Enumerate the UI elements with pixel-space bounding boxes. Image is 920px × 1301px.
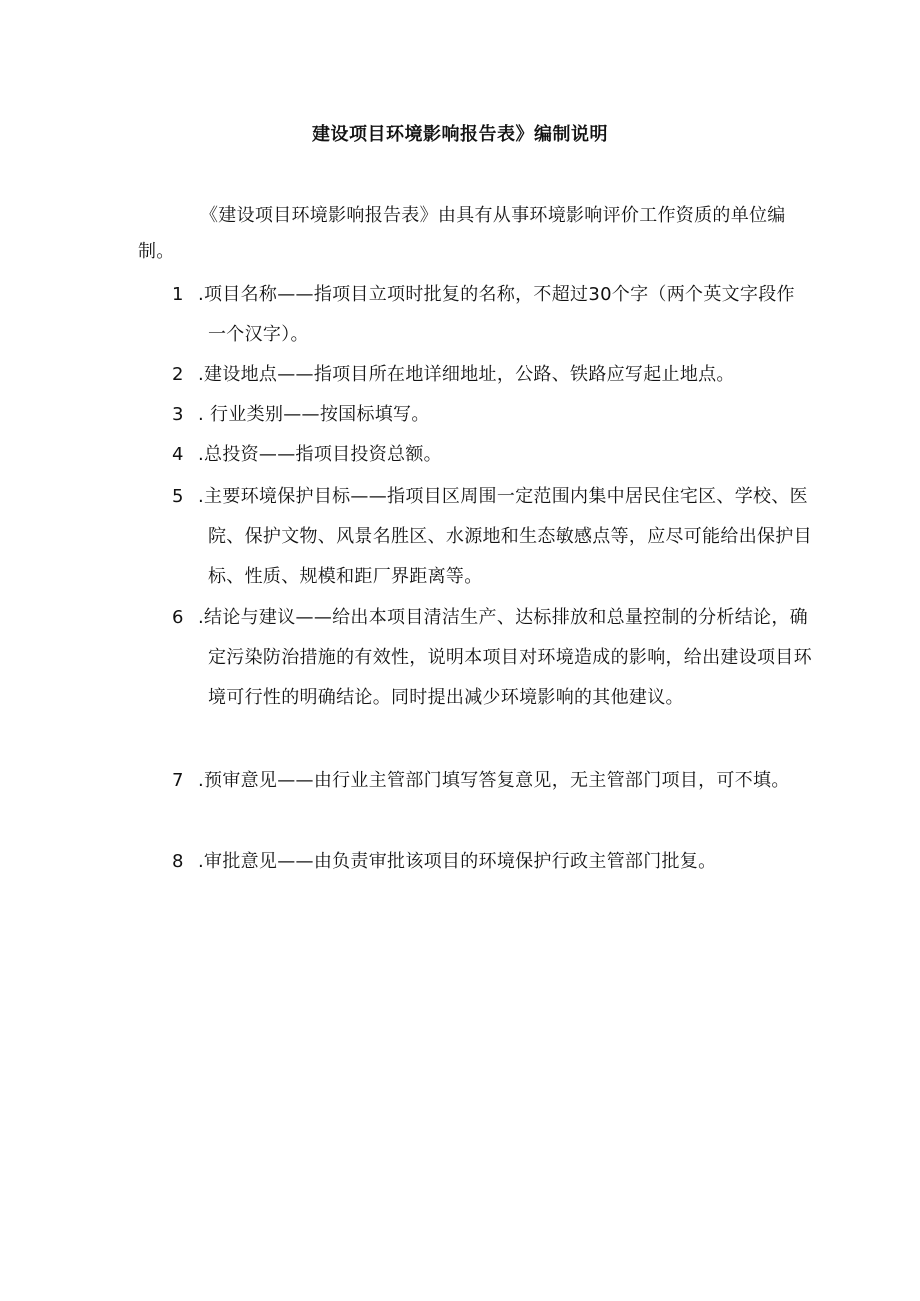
- list-item: [172, 842, 812, 882]
- item-number: 7: [172, 770, 184, 791]
- intro-paragraph: 《建设项目环境影响报告表》由具有从事环境影响评价工作资质的单位编制。: [138, 205, 786, 262]
- list-item: [172, 395, 812, 435]
- list-item: [172, 275, 812, 355]
- document-title: 建设项目环境影响报告表》编制说明: [312, 124, 608, 145]
- item-text: .总投资——指项目投资总额。: [198, 444, 442, 465]
- item-text: .结论与建议——给出本项目清洁生产、达标排放和总量控制的分析结论，确定污染防治措施的有效性，说明本项目对环境造成的影响，给出建设项目环境可行性的明确结论。同时提出减少环境影响的其他建议。: [198, 607, 812, 708]
- item-text: .主要环境保护目标——指项目区周围一定范围内集中居民住宅区、学校、医院、保护文物、风景名胜区、水源地和生态敏感点等，应尽可能给出保护目标、性质、规模和距厂界距离等。: [198, 486, 812, 587]
- item-number: 4: [172, 444, 184, 465]
- item-number: 8: [172, 851, 184, 872]
- list-item: [172, 435, 812, 475]
- item-text: .审批意见——由负责审批该项目的环境保护行政主管部门批复。: [198, 851, 717, 872]
- list-item: [172, 355, 812, 395]
- list-item: [172, 761, 812, 801]
- list-item: [172, 598, 812, 718]
- item-text: . 行业类别——按国标填写。: [198, 404, 430, 425]
- item-text: .建设地点——指项目所在地详细地址，公路、铁路应写起止地点。: [198, 364, 735, 385]
- item-number: 2: [172, 364, 184, 385]
- list-item: [172, 477, 812, 597]
- item-text: .预审意见——由行业主管部门填写答复意见，无主管部门项目，可不填。: [198, 770, 790, 791]
- item-number: 3: [172, 404, 184, 425]
- item-text: .项目名称——指项目立项时批复的名称，不超过30个字（两个英文字段作一个汉字）。: [198, 284, 795, 345]
- item-number: 6: [172, 607, 184, 628]
- item-number: 1: [172, 284, 184, 305]
- item-number: 5: [172, 486, 184, 507]
